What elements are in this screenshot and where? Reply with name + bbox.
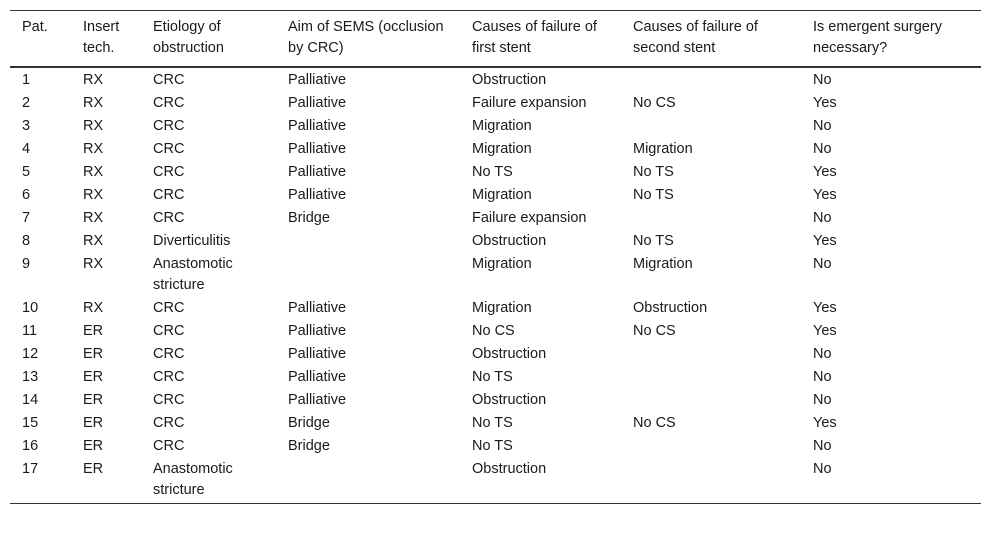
cell-aim-of-sems: Palliative bbox=[288, 164, 347, 180]
cell-etiology: CRC bbox=[153, 141, 185, 157]
table-row bbox=[10, 230, 981, 253]
header-etiology: Etiology of obstruction bbox=[141, 11, 276, 68]
cell-patient: 8 bbox=[22, 233, 31, 249]
cell-insert-technique: RX bbox=[83, 233, 104, 249]
cell-second-stent-failure: Obstruction bbox=[633, 300, 708, 316]
cell-patient: 3 bbox=[22, 118, 31, 134]
header-row bbox=[10, 11, 981, 68]
cell-emergent-surgery: Yes bbox=[813, 323, 837, 339]
table-row bbox=[10, 458, 981, 504]
cell-patient: 13 bbox=[22, 369, 39, 385]
cell-first-stent-failure: Failure expansion bbox=[472, 95, 587, 111]
cell-aim-of-sems: Palliative bbox=[288, 95, 347, 111]
cell-second-stent-failure bbox=[621, 207, 801, 230]
cell-etiology: CRC bbox=[153, 95, 185, 111]
cell-insert-technique: ER bbox=[71, 458, 141, 504]
header-patient: Pat. bbox=[10, 11, 71, 68]
cell-first-stent-failure: No TS bbox=[472, 438, 513, 454]
cell-second-stent-failure bbox=[621, 343, 801, 366]
table-row bbox=[10, 320, 981, 343]
cell-emergent-surgery: Yes bbox=[813, 187, 837, 203]
table-row bbox=[10, 67, 981, 92]
cell-aim-of-sems: Palliative bbox=[288, 300, 347, 316]
cell-second-stent-failure: No TS bbox=[633, 233, 674, 249]
header-aim-of-sems: Aim of SEMS (occlusion by CRC) bbox=[276, 11, 460, 68]
cell-insert-technique: RX bbox=[83, 164, 104, 180]
cell-first-stent-failure: Obstruction bbox=[472, 233, 547, 249]
cell-second-stent-failure: Migration bbox=[633, 256, 693, 272]
cell-etiology: CRC bbox=[153, 438, 185, 454]
cell-first-stent-failure: No CS bbox=[472, 323, 515, 339]
table-row bbox=[10, 366, 981, 389]
cell-patient: 4 bbox=[22, 141, 31, 157]
cell-emergent-surgery: Yes bbox=[813, 300, 837, 316]
cell-aim-of-sems: Palliative bbox=[288, 118, 347, 134]
cell-emergent-surgery: No bbox=[813, 72, 832, 88]
cell-emergent-surgery: No bbox=[813, 256, 832, 272]
cell-aim-of-sems: Bridge bbox=[288, 210, 330, 226]
table-row bbox=[10, 161, 981, 184]
cell-emergent-surgery: No bbox=[813, 141, 832, 157]
cell-aim-of-sems: Palliative bbox=[288, 346, 347, 362]
table-row bbox=[10, 412, 981, 435]
cell-patient: 2 bbox=[22, 95, 31, 111]
cell-etiology: Anastomotic stricture bbox=[141, 458, 276, 504]
cell-first-stent-failure: Obstruction bbox=[472, 72, 547, 88]
cell-patient: 17 bbox=[10, 458, 71, 504]
cell-aim-of-sems: Palliative bbox=[288, 72, 347, 88]
cell-second-stent-failure: No CS bbox=[633, 415, 676, 431]
cell-emergent-surgery: Yes bbox=[813, 415, 837, 431]
table-row bbox=[10, 389, 981, 412]
cell-emergent-surgery: Yes bbox=[813, 95, 837, 111]
cell-insert-technique: RX bbox=[83, 300, 104, 316]
cell-patient: 1 bbox=[22, 72, 31, 88]
cell-patient: 11 bbox=[22, 323, 38, 339]
cell-insert-technique: ER bbox=[83, 346, 104, 362]
cell-patient: 7 bbox=[22, 210, 31, 226]
cell-first-stent-failure: Migration bbox=[472, 300, 532, 316]
cell-emergent-surgery: No bbox=[813, 438, 832, 454]
header-emergent-surgery: Is emergent surgery necessary? bbox=[801, 11, 981, 68]
cell-first-stent-failure: Failure expansion bbox=[472, 210, 587, 226]
cell-insert-technique: RX bbox=[83, 210, 104, 226]
table-row bbox=[10, 253, 981, 297]
cell-etiology: CRC bbox=[153, 369, 185, 385]
cell-first-stent-failure: Migration bbox=[472, 141, 532, 157]
table-header bbox=[10, 11, 981, 68]
table-row bbox=[10, 343, 981, 366]
cell-aim-of-sems bbox=[276, 253, 460, 297]
cell-first-stent-failure: Obstruction bbox=[472, 346, 547, 362]
cell-etiology: CRC bbox=[153, 300, 185, 316]
cell-patient: 5 bbox=[22, 164, 31, 180]
cell-emergent-surgery: No bbox=[813, 118, 832, 134]
cell-patient: 10 bbox=[22, 300, 39, 316]
cell-insert-technique: ER bbox=[83, 392, 104, 408]
cell-emergent-surgery: Yes bbox=[813, 233, 837, 249]
cell-aim-of-sems: Palliative bbox=[288, 369, 347, 385]
cell-emergent-surgery: No bbox=[813, 346, 832, 362]
cell-first-stent-failure: No TS bbox=[472, 369, 513, 385]
cell-etiology: CRC bbox=[153, 187, 185, 203]
cell-aim-of-sems: Palliative bbox=[288, 187, 347, 203]
cell-emergent-surgery: No bbox=[813, 210, 832, 226]
cell-first-stent-failure: Obstruction bbox=[472, 392, 547, 408]
header-insert-technique: Insert tech. bbox=[71, 11, 141, 68]
cell-insert-technique: RX bbox=[83, 72, 104, 88]
cell-etiology: CRC bbox=[153, 164, 185, 180]
stent-failure-table bbox=[10, 10, 981, 504]
cell-patient: 15 bbox=[22, 415, 39, 431]
cell-etiology: CRC bbox=[153, 415, 185, 431]
cell-emergent-surgery: No bbox=[801, 458, 981, 504]
cell-patient: 6 bbox=[22, 187, 31, 203]
cell-second-stent-failure bbox=[621, 458, 801, 504]
cell-etiology: Diverticulitis bbox=[153, 233, 231, 249]
cell-emergent-surgery: Yes bbox=[813, 164, 837, 180]
cell-aim-of-sems bbox=[276, 230, 460, 253]
cell-second-stent-failure bbox=[621, 389, 801, 412]
cell-second-stent-failure bbox=[621, 115, 801, 138]
cell-insert-technique: RX bbox=[83, 118, 104, 134]
cell-patient: 16 bbox=[22, 438, 39, 454]
cell-patient: 14 bbox=[22, 392, 39, 408]
table-row bbox=[10, 92, 981, 115]
cell-aim-of-sems: Palliative bbox=[288, 323, 347, 339]
cell-emergent-surgery: No bbox=[813, 369, 832, 385]
cell-second-stent-failure: No TS bbox=[633, 187, 674, 203]
cell-second-stent-failure: Migration bbox=[633, 141, 693, 157]
cell-aim-of-sems: Bridge bbox=[288, 438, 330, 454]
cell-insert-technique: RX bbox=[83, 187, 104, 203]
cell-insert-technique: ER bbox=[83, 369, 104, 385]
cell-insert-technique: ER bbox=[83, 415, 104, 431]
cell-etiology: CRC bbox=[153, 72, 185, 88]
cell-patient: 12 bbox=[22, 346, 39, 362]
table-row bbox=[10, 297, 981, 320]
cell-first-stent-failure: Migration bbox=[472, 187, 532, 203]
cell-insert-technique: ER bbox=[83, 323, 104, 339]
table-row bbox=[10, 435, 981, 458]
cell-aim-of-sems: Palliative bbox=[288, 141, 347, 157]
cell-first-stent-failure: Migration bbox=[472, 118, 532, 134]
header-first-stent-failure: Causes of failure of first stent bbox=[460, 11, 621, 68]
cell-second-stent-failure bbox=[621, 67, 801, 92]
cell-first-stent-failure: Migration bbox=[472, 256, 532, 272]
cell-aim-of-sems: Bridge bbox=[288, 415, 330, 431]
cell-second-stent-failure: No TS bbox=[633, 164, 674, 180]
cell-first-stent-failure: No TS bbox=[472, 164, 513, 180]
table-body bbox=[10, 67, 981, 504]
cell-etiology: CRC bbox=[153, 118, 185, 134]
cell-insert-technique: RX bbox=[83, 141, 104, 157]
cell-etiology: CRC bbox=[153, 392, 185, 408]
table-row bbox=[10, 184, 981, 207]
cell-emergent-surgery: No bbox=[813, 392, 832, 408]
cell-etiology: Anastomotic stricture bbox=[153, 256, 233, 293]
cell-patient: 9 bbox=[22, 256, 31, 272]
cell-second-stent-failure bbox=[621, 435, 801, 458]
header-second-stent-failure: Causes of failure of second stent bbox=[621, 11, 801, 68]
cell-aim-of-sems: Palliative bbox=[288, 392, 347, 408]
cell-etiology: CRC bbox=[153, 210, 185, 226]
cell-aim-of-sems bbox=[276, 458, 460, 504]
table-row bbox=[10, 115, 981, 138]
cell-first-stent-failure: No TS bbox=[472, 415, 513, 431]
table-row bbox=[10, 207, 981, 230]
cell-etiology: CRC bbox=[153, 323, 185, 339]
cell-insert-technique: RX bbox=[83, 95, 104, 111]
cell-second-stent-failure: No CS bbox=[633, 95, 676, 111]
cell-first-stent-failure: Obstruction bbox=[460, 458, 621, 504]
cell-insert-technique: RX bbox=[83, 256, 104, 272]
cell-second-stent-failure: No CS bbox=[633, 323, 676, 339]
cell-etiology: CRC bbox=[153, 346, 185, 362]
cell-second-stent-failure bbox=[621, 366, 801, 389]
cell-insert-technique: ER bbox=[83, 438, 104, 454]
table-row bbox=[10, 138, 981, 161]
